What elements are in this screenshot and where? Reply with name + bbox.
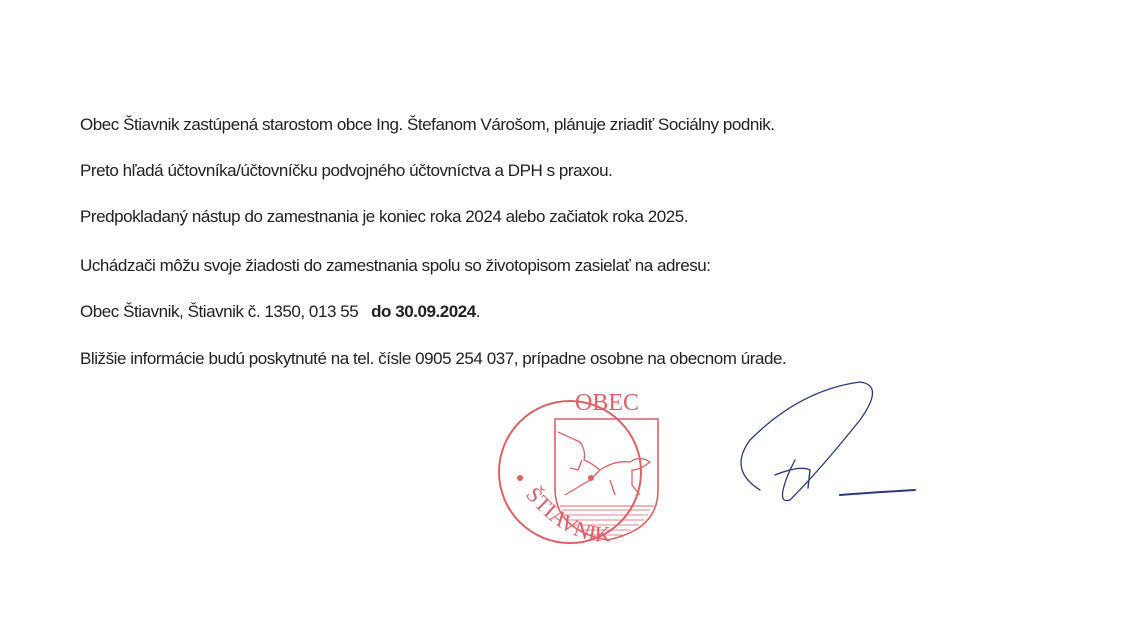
paragraph-position: Preto hľadá účtovníka/účtovníčku podvojného účtovníctva a DPH s praxou. — [80, 161, 613, 180]
official-stamp — [499, 390, 680, 546]
deadline-suffix: . — [475, 302, 481, 321]
stamp-top-text: OBEC — [574, 390, 640, 416]
deadline: do 30.09.2024 — [371, 302, 476, 321]
svg-text:ŠTIAVNIK — [521, 482, 611, 546]
paragraph-contact: Bližšie informácie budú poskytnuté na tel. čísle 0905 254 037, prípadne osobne na obecnom úrade. — [80, 349, 787, 368]
signature — [741, 382, 915, 501]
paragraph-start-date: Predpokladaný nástup do zamestnania je koniec roka 2024 alebo začiatok roka 2025. — [80, 207, 689, 226]
address: Obec Štiavnik, Štiavnik č. 1350, 013 55 — [80, 302, 359, 321]
paragraph-application: Uchádzači môžu svoje žiadosti do zamestnania spolu so životopisom zasielať na adresu: — [80, 256, 711, 275]
paragraph-intro: Obec Štiavnik zastúpená starostom obce Ing. Štefanom Várošom, plánuje zriadiť Sociálny podnik. — [80, 115, 775, 134]
stamp-bottom-text: ŠTIAVNIK — [521, 481, 611, 547]
